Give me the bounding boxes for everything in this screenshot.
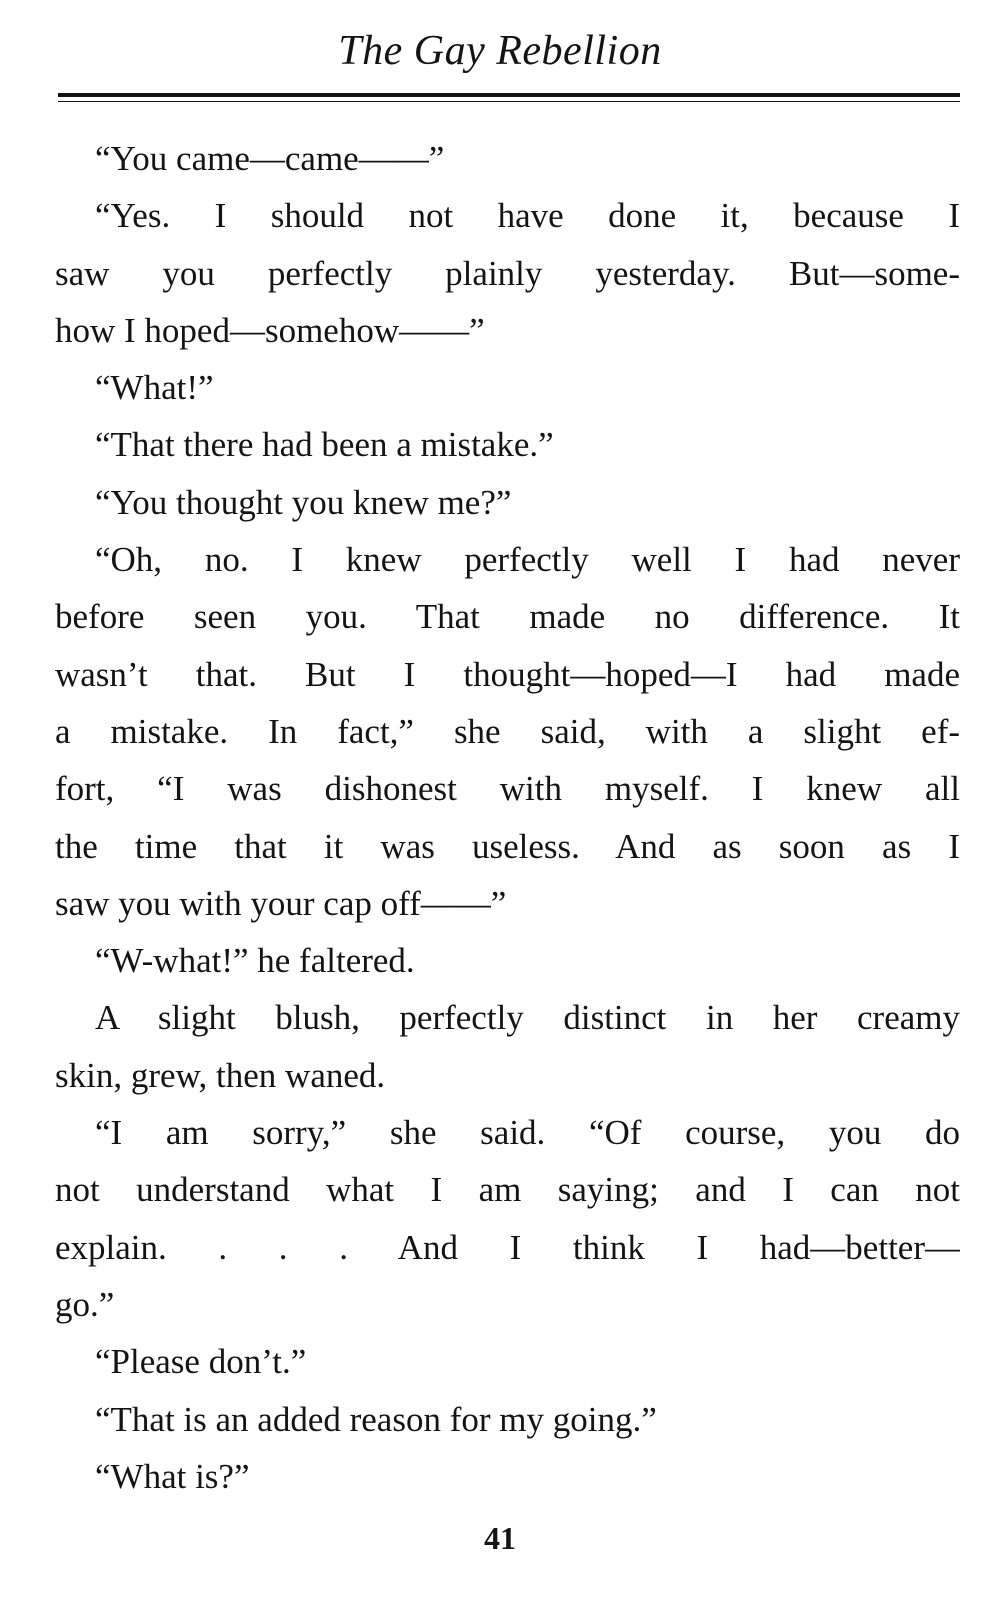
- text-line: skin, grew, then waned.: [55, 1055, 386, 1095]
- text-line: before seen you. That made no difference. It: [55, 597, 960, 637]
- text-line: saw you perfectly plainly yesterday. But—some-: [55, 253, 960, 293]
- text-line: explain. . . . And I think I had—better—: [55, 1227, 960, 1267]
- text-line: saw you with your cap off——”: [55, 883, 507, 923]
- text-line: wasn’t that. But I thought—hoped—I had made: [55, 654, 960, 694]
- header-rule-thick: [58, 93, 960, 97]
- text-line: A slight blush, perfectly distinct in her creamy: [95, 998, 960, 1038]
- text-line: “Please don’t.”: [95, 1342, 307, 1382]
- text-line: go.”: [55, 1284, 115, 1324]
- body-text: [55, 130, 960, 1505]
- text-line: “What is?”: [95, 1456, 250, 1496]
- text-line: fort, “I was dishonest with myself. I knew all: [55, 769, 960, 809]
- text-line: “You thought you knew me?”: [95, 482, 512, 522]
- text-line: “That there had been a mistake.”: [95, 425, 554, 465]
- text-line: how I hoped—somehow——”: [55, 310, 485, 350]
- text-line: a mistake. In fact,” she said, with a slight ef-: [55, 711, 960, 751]
- text-line: not understand what I am saying; and I can not: [55, 1170, 960, 1210]
- text-line: “You came—came——”: [95, 139, 445, 178]
- text-line: “Oh, no. I knew perfectly well I had never: [95, 540, 960, 580]
- text-line: the time that it was useless. And as soon as I: [55, 826, 960, 866]
- page-number: 41: [484, 1520, 516, 1556]
- text-line: “That is an added reason for my going.”: [95, 1399, 657, 1439]
- text-line: “What!”: [95, 368, 214, 408]
- text-line: “I am sorry,” she said. “Of course, you do: [95, 1113, 960, 1153]
- text-line: “W-what!” he faltered.: [95, 941, 415, 981]
- header-rule-thin: [58, 101, 960, 102]
- running-head: The Gay Rebellion: [338, 28, 662, 74]
- text-line: “Yes. I should not have done it, because I: [95, 196, 960, 236]
